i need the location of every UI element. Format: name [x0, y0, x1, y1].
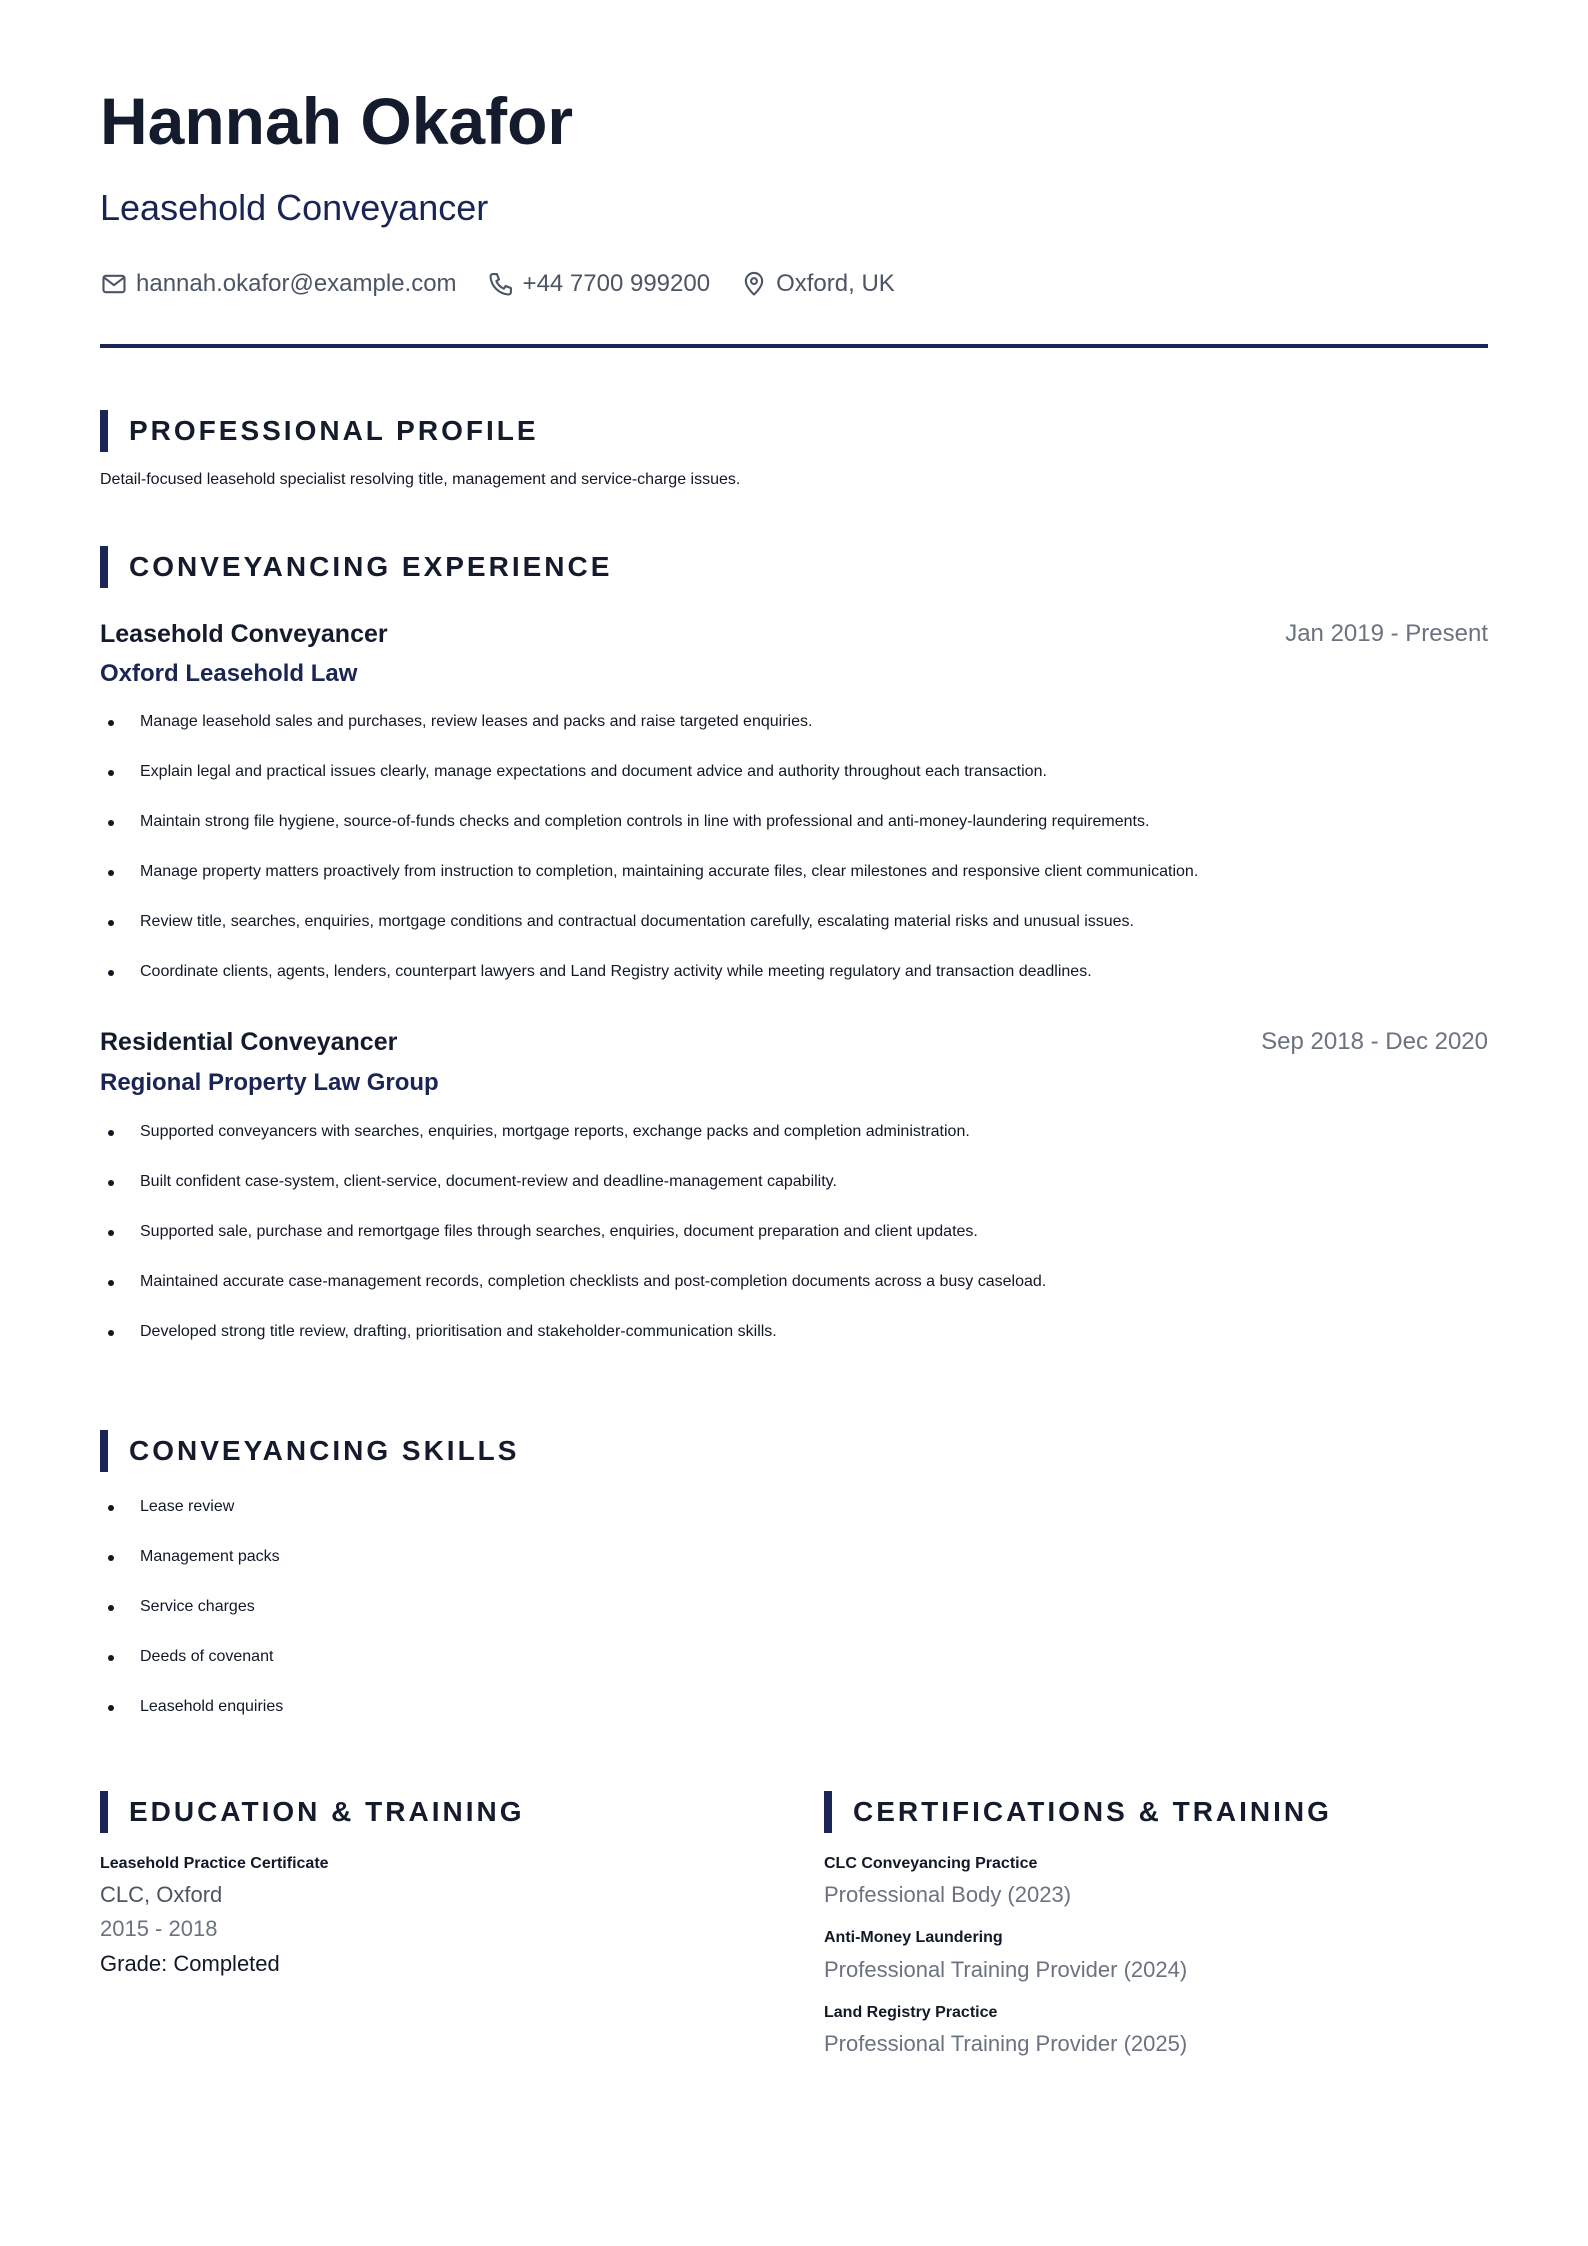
list-item: Supported conveyancers with searches, enquiries, mortgage reports, exchange packs and completion administration.	[100, 1122, 1488, 1172]
section-accent-bar	[100, 410, 108, 452]
skill-item: Leasehold enquiries	[100, 1697, 800, 1747]
list-item: Explain legal and practical issues clearly, manage expectations and document advice and authority throughout each transaction.	[100, 762, 1488, 812]
qualification-name: Leasehold Practice Certificate	[100, 1855, 329, 1872]
skill-item: Management packs	[100, 1547, 800, 1597]
job-dates: Jan 2019 - Present	[1285, 620, 1488, 647]
email-text: hannah.okafor@example.com	[136, 270, 457, 297]
section-title: CONVEYANCING SKILLS	[129, 1435, 520, 1466]
section-title: CERTIFICATIONS & TRAINING	[853, 1796, 1332, 1827]
section-title: EDUCATION & TRAINING	[129, 1796, 525, 1827]
list-item: Maintained accurate case-management records, completion checklists and post-completion documents across a busy caseload.	[100, 1272, 1488, 1322]
section-heading-skills	[100, 1430, 519, 1472]
section-title: CONVEYANCING EXPERIENCE	[129, 551, 613, 582]
job-bullet-list	[100, 1122, 1488, 1372]
list-item: Coordinate clients, agents, lenders, counterpart lawyers and Land Registry activity while meeting regulatory and transaction deadlines.	[100, 962, 1488, 1012]
profile-summary: Detail-focused leasehold specialist resolving title, management and service-charge issues.	[100, 471, 741, 488]
header-divider	[100, 344, 1488, 348]
job-title: Leasehold Conveyancer	[100, 620, 388, 648]
skill-item: Lease review	[100, 1497, 800, 1547]
candidate-name: Hannah Okafor	[100, 84, 574, 158]
certification-provider: Professional Training Provider (2025)	[824, 2031, 1188, 2056]
contact-location	[740, 270, 895, 298]
company-name: Oxford Leasehold Law	[100, 660, 358, 687]
list-item: Supported sale, purchase and remortgage files through searches, enquiries, document preparation and client updates.	[100, 1222, 1488, 1272]
section-title: PROFESSIONAL PROFILE	[129, 415, 539, 446]
phone-icon	[487, 270, 515, 298]
section-heading-certifications	[824, 1791, 1332, 1833]
certification-name: Anti-Money Laundering	[824, 1929, 1003, 1946]
skills-list	[100, 1497, 800, 1747]
skill-item: Deeds of covenant	[100, 1647, 800, 1697]
list-item: Built confident case-system, client-service, document-review and deadline-management capability.	[100, 1172, 1488, 1222]
skill-item: Service charges	[100, 1597, 800, 1647]
location-pin-icon	[740, 270, 768, 298]
section-heading-experience	[100, 546, 612, 588]
phone-text: +44 7700 999200	[522, 270, 711, 297]
certification-provider: Professional Training Provider (2024)	[824, 1957, 1188, 1982]
section-accent-bar	[100, 546, 108, 588]
company-name: Regional Property Law Group	[100, 1069, 439, 1096]
job-dates: Sep 2018 - Dec 2020	[1261, 1028, 1488, 1055]
contact-phone[interactable]	[487, 270, 711, 298]
location-text: Oxford, UK	[776, 270, 895, 297]
certification-provider: Professional Body (2023)	[824, 1882, 1072, 1907]
section-accent-bar	[100, 1791, 108, 1833]
section-heading-education	[100, 1791, 524, 1833]
job-bullet-list	[100, 712, 1488, 1012]
certification-name: Land Registry Practice	[824, 2004, 998, 2021]
mail-icon	[100, 270, 128, 298]
section-heading-profile	[100, 410, 539, 452]
section-accent-bar	[824, 1791, 832, 1833]
candidate-role: Leasehold Conveyancer	[100, 187, 489, 228]
list-item: Maintain strong file hygiene, source-of-funds checks and completion controls in line with professional and anti-money-laundering requirements.	[100, 812, 1488, 862]
institution-name: CLC, Oxford	[100, 1882, 223, 1907]
list-item: Developed strong title review, drafting, prioritisation and stakeholder-communication skills.	[100, 1322, 1488, 1372]
contact-email[interactable]	[100, 270, 457, 298]
education-grade: Grade: Completed	[100, 1951, 280, 1976]
contact-row	[100, 270, 895, 298]
section-accent-bar	[100, 1430, 108, 1472]
list-item: Manage property matters proactively from instruction to completion, maintaining accurate files, clear milestones and responsive client communication.	[100, 862, 1488, 912]
certification-name: CLC Conveyancing Practice	[824, 1855, 1038, 1872]
job-title: Residential Conveyancer	[100, 1028, 398, 1056]
list-item: Review title, searches, enquiries, mortgage conditions and contractual documentation carefully, escalating material risks and unusual issues.	[100, 912, 1488, 962]
education-dates: 2015 - 2018	[100, 1916, 218, 1941]
list-item: Manage leasehold sales and purchases, review leases and packs and raise targeted enquiries.	[100, 712, 1488, 762]
